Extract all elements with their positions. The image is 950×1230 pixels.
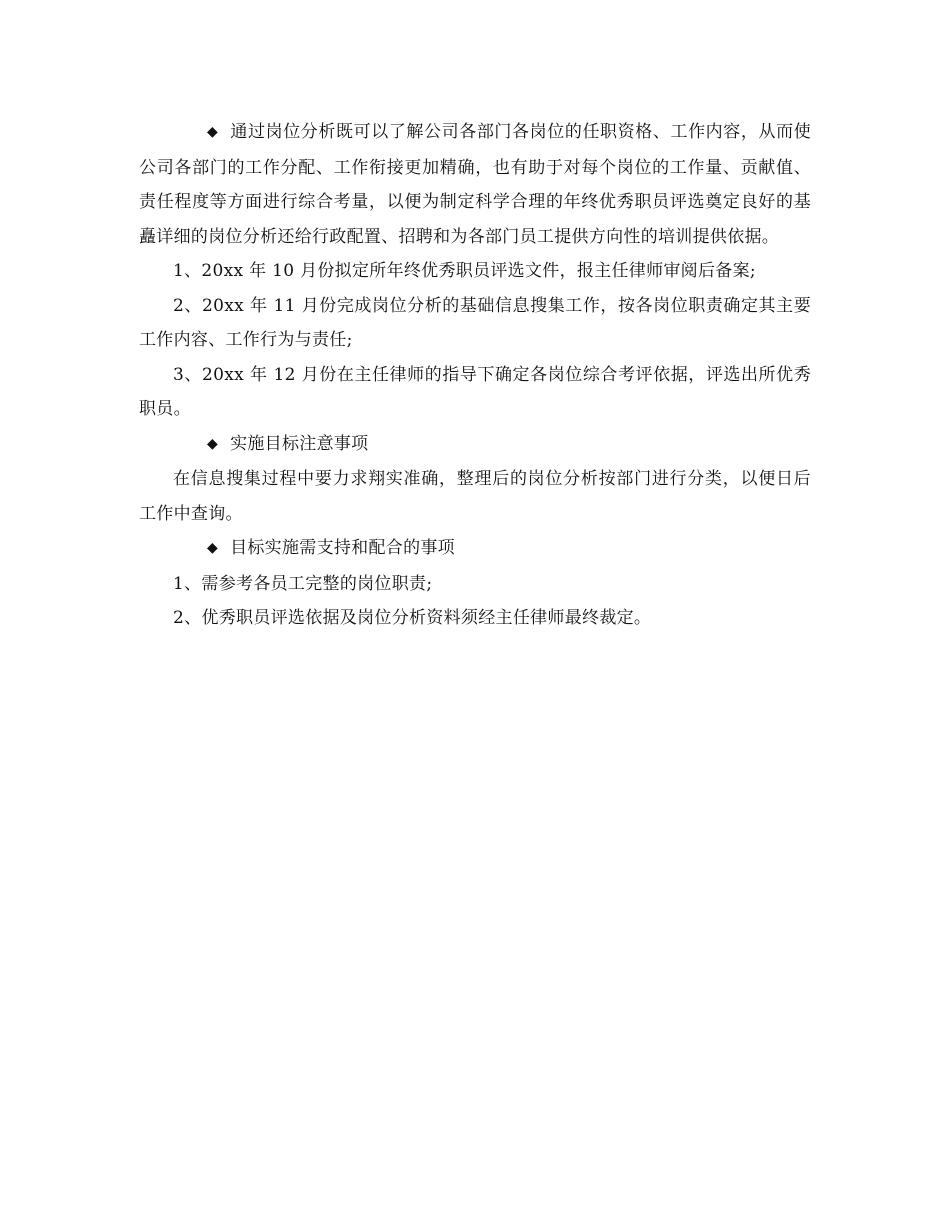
paragraph-text: 1、需参考各员工完整的岗位职责; [173,573,433,594]
paragraph-text: 2、优秀职员评选依据及岗位分析资料须经主任律师最终裁定。 [173,608,652,628]
paragraph-step-2 [139,289,811,358]
diamond-bullet-icon: ◆ [207,435,219,452]
heading-text: 实施目标注意事项 [230,433,369,454]
paragraph-support-2 [139,601,811,636]
heading-notes [139,427,811,463]
paragraph-text: 在信息搜集过程中要力求翔实准确，整理后的岗位分析按部门进行分类，以便日后工作中查询。 [139,469,811,524]
diamond-bullet-icon: ◆ [207,124,219,140]
paragraph-text: 3、20xx 年 12 月份在主任律师的指导下确定各岗位综合考评依据，评选出所优秀职员。 [139,364,811,419]
paragraph-text: 1、20xx 年 10 月份拟定所年终优秀职员评选文件，报主任律师审阅后备案; [173,261,756,281]
paragraph-notes [139,462,811,531]
paragraph-support-1 [139,567,811,602]
heading-support [139,531,811,567]
document-body [139,115,811,636]
paragraph-step-1 [139,254,811,289]
diamond-bullet-icon: ◆ [207,540,219,556]
heading-text: 目标实施需支持和配合的事项 [230,538,455,558]
paragraph-text: 2、20xx 年 11 月份完成岗位分析的基础信息搜集工作，按各岗位职责确定其主要工作内容、工作行为与责任; [139,295,811,350]
paragraph-post-analysis [139,115,811,254]
paragraph-text: 通过岗位分析既可以了解公司各部门各岗位的任职资格、工作内容，从而使公司各部门的工作分配、工作衔接更加精确，也有助于对每个岗位的工作量、贡献值、责任程度等方面进行综合考量，以便为制定科学合理的年终优秀职员评选奠定良好的基矗详细的岗位分析还给行政配置、招聘和为各部门员工提供方向性的培训提供依据。 [139,122,811,247]
paragraph-step-3 [139,358,811,427]
